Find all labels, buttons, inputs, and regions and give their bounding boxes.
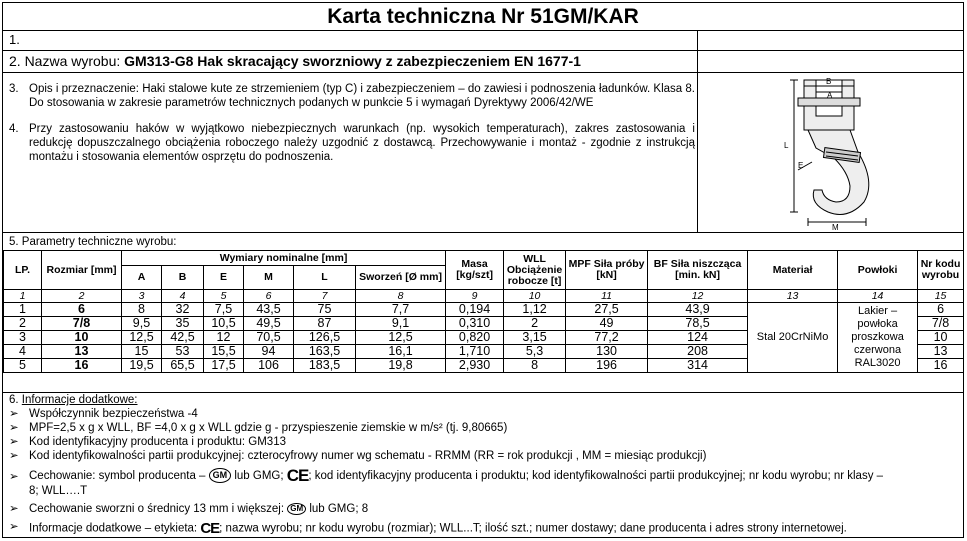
cell-kod: 10	[918, 331, 964, 345]
marking-text-b: lub GMG;	[234, 470, 284, 482]
product-name-row	[3, 50, 963, 73]
cell-rozmiar: 16	[42, 359, 122, 373]
additional-info	[3, 392, 963, 540]
cell-sworzen: 16,1	[356, 345, 446, 359]
table-row	[4, 303, 964, 317]
cell-kod: 16	[918, 359, 964, 373]
cell-sworzen: 9,1	[356, 317, 446, 331]
gm-logo-icon: GM	[209, 468, 232, 483]
cell-b: 53	[162, 345, 204, 359]
cell-e: 7,5	[204, 303, 244, 317]
gm-logo-icon: GM	[287, 503, 306, 515]
th-e: E	[204, 266, 244, 290]
info-item-text: Współczynnik bezpieczeństwa -4	[29, 408, 198, 420]
index-cell: 3	[122, 290, 162, 303]
info-title: Informacje dodatkowe:	[21, 394, 138, 406]
cell-b: 42,5	[162, 331, 204, 345]
cell-mpf: 196	[566, 359, 648, 373]
th-nr-kodu: Nr kodu wyrobu	[918, 251, 964, 290]
cell-masa: 0,820	[446, 331, 504, 345]
th-material: Materiał	[748, 251, 838, 290]
cell-b: 65,5	[162, 359, 204, 373]
cell-mpf: 130	[566, 345, 648, 359]
th-powloki: Powłoki	[838, 251, 918, 290]
cell-mpf: 49	[566, 317, 648, 331]
section-5-label: 5. Parametry techniczne wyrobu:	[9, 236, 177, 248]
index-cell: 14	[838, 290, 918, 303]
th-mpf: MPF Siła próby [kN]	[566, 251, 648, 290]
cell-b: 35	[162, 317, 204, 331]
row-1-label: 1.	[9, 32, 20, 47]
product-prefix: 2. Nazwa wyrobu:	[9, 53, 125, 69]
index-cell: 9	[446, 290, 504, 303]
hook-drawing	[697, 72, 964, 232]
info-num: 6.	[9, 394, 22, 406]
cell-masa: 0,194	[446, 303, 504, 317]
hook-drawing-svg	[698, 72, 964, 232]
ce-mark-icon: CE	[286, 466, 309, 486]
info-item-text: Kod identyfikacyjny producenta i produktu: GM313	[29, 436, 286, 448]
index-cell: 15	[918, 290, 964, 303]
cell-l: 126,5	[294, 331, 356, 345]
label-text-b: ; nazwa wyrobu; nr kodu wyrobu (rozmiar); WLL...T; ilość szt.; numer dostawy; dane producenta i adres strony internetowej.	[219, 522, 847, 535]
th-m: M	[244, 266, 294, 290]
cell-bf: 314	[648, 359, 748, 373]
index-cell: 11	[566, 290, 648, 303]
cell-bf: 78,5	[648, 317, 748, 331]
cell-mpf: 77,2	[566, 331, 648, 345]
cell-m: 43,5	[244, 303, 294, 317]
row-2-divider	[697, 50, 698, 72]
dim-a-label: A	[827, 91, 833, 100]
index-cell: 7	[294, 290, 356, 303]
th-b: B	[162, 266, 204, 290]
th-lp: LP.	[4, 251, 42, 290]
ce-mark-icon: CE	[200, 520, 220, 537]
index-cell: 10	[504, 290, 566, 303]
cell-m: 106	[244, 359, 294, 373]
cell-m: 70,5	[244, 331, 294, 345]
cell-lp: 3	[4, 331, 42, 345]
cell-sworzen: 19,8	[356, 359, 446, 373]
cell-m: 49,5	[244, 317, 294, 331]
row-1-divider	[697, 30, 698, 50]
arrow-icon: ➢	[9, 436, 19, 448]
section-5-heading	[3, 232, 963, 251]
cell-masa: 1,710	[446, 345, 504, 359]
cell-e: 10,5	[204, 317, 244, 331]
cell-kod: 13	[918, 345, 964, 359]
th-wymiary: Wymiary nominalne [mm]	[122, 251, 446, 266]
product-name	[9, 50, 581, 72]
cell-masa: 0,310	[446, 317, 504, 331]
cell-lp: 4	[4, 345, 42, 359]
cell-bf: 43,9	[648, 303, 748, 317]
th-wll: WLL Obciążenie robocze [t]	[504, 251, 566, 290]
description-4-text: Przy zastosowaniu haków w wyjątkowo niebezpiecznych warunkach (np. wysokich temperaturach), zakres zastosowania i redukcję dopuszczalnego obciążenia roboczego należy uzgodnić z dostawcą. Przechowywanie i montaż - zgodnie z instrukcją montażu i stosowania elementów osprzętu do podnoszenia.	[29, 123, 695, 163]
cell-a: 8	[122, 303, 162, 317]
cell-sworzen: 12,5	[356, 331, 446, 345]
index-cell: 12	[648, 290, 748, 303]
cell-l: 183,5	[294, 359, 356, 373]
description-3	[9, 82, 695, 116]
product-title: GM313-G8 Hak skracający sworzniowy z zabezpieczeniem EN 1677-1	[124, 53, 581, 69]
info-item-text: Kod identyfikowalności partii produkcyjnej: czterocyfrowy numer wg schematu - RRMM (RR = rok produkcji , MM = miesiąc produkcji)	[29, 450, 707, 462]
arrow-icon: ➢	[9, 450, 19, 462]
dim-e-label: E	[798, 161, 804, 170]
cell-rozmiar: 6	[42, 303, 122, 317]
cell-lp: 5	[4, 359, 42, 373]
marking-text-d: 8; WLL….T	[29, 485, 88, 497]
description-4	[9, 122, 695, 170]
info-item-text	[29, 503, 959, 516]
cell-e: 15,5	[204, 345, 244, 359]
pin-marking-text-a: Cechowanie sworzni o średnicy 13 mm i większej:	[29, 503, 285, 516]
description-3-text: Opis i przeznaczenie: Haki stalowe kute ze strzemieniem (typ C) i zabezpieczeniem – do zawiesi i podnoszenia ładunków. Klasa 8. Do stosowania w zakresie parametrów technicznych podanych w punkcie 5 i wymagań Dyrektywy 2006/42/WE	[29, 83, 695, 109]
cell-l: 75	[294, 303, 356, 317]
pin-marking-text-b: lub GMG; 8	[309, 503, 369, 516]
th-a: A	[122, 266, 162, 290]
cell-kod: 7/8	[918, 317, 964, 331]
th-rozmiar: Rozmiar [mm]	[42, 251, 122, 290]
cell-lp: 1	[4, 303, 42, 317]
cell-a: 12,5	[122, 331, 162, 345]
arrow-icon: ➢	[9, 503, 19, 515]
cell-bf: 208	[648, 345, 748, 359]
page-title: Karta techniczna Nr 51GM/KAR	[3, 3, 963, 31]
description-4-num: 4.	[9, 123, 19, 135]
cell-l: 87	[294, 317, 356, 331]
table-index-row	[4, 290, 964, 303]
cell-rozmiar: 10	[42, 331, 122, 345]
info-item-text	[29, 521, 959, 536]
cell-powloki: Lakier – powłoka proszkowa czerwona RAL3020	[838, 303, 918, 373]
cell-wll: 2	[504, 317, 566, 331]
info-heading	[9, 394, 138, 406]
cell-a: 9,5	[122, 317, 162, 331]
th-sworzen: Sworzeń [Ø mm]	[356, 266, 446, 290]
th-bf: BF Siła niszcząca [min. kN]	[648, 251, 748, 290]
cell-m: 94	[244, 345, 294, 359]
info-item-text: MPF=2,5 x g x WLL, BF =4,0 x g x WLL gdzie g - przyspieszenie ziemskie w m/s² (tj. 9,80665)	[29, 422, 508, 434]
cell-rozmiar: 7/8	[42, 317, 122, 331]
th-masa: Masa [kg/szt]	[446, 251, 504, 290]
arrow-icon: ➢	[9, 408, 19, 420]
technical-card	[2, 2, 964, 538]
table-header-row-1	[4, 251, 964, 266]
cell-wll: 5,3	[504, 345, 566, 359]
cell-a: 19,5	[122, 359, 162, 373]
arrow-icon: ➢	[9, 521, 19, 533]
index-cell: 5	[204, 290, 244, 303]
description-3-num: 3.	[9, 83, 19, 95]
marking-text-c: ; kod identyfikacyjny producenta i produktu; kod identyfikowalności partii produkcyjnej; nr kodu wyrobu; nr klasy –	[308, 470, 884, 482]
cell-e: 12	[204, 331, 244, 345]
index-cell: 4	[162, 290, 204, 303]
cell-l: 163,5	[294, 345, 356, 359]
parameters-table	[3, 250, 964, 373]
cell-mpf: 27,5	[566, 303, 648, 317]
cell-wll: 8	[504, 359, 566, 373]
index-cell: 2	[42, 290, 122, 303]
row-1	[3, 30, 963, 51]
cell-wll: 1,12	[504, 303, 566, 317]
marking-text-a: Cechowanie: symbol producenta –	[29, 470, 206, 482]
cell-lp: 2	[4, 317, 42, 331]
cell-b: 32	[162, 303, 204, 317]
description	[3, 72, 697, 232]
cell-bf: 124	[648, 331, 748, 345]
arrow-icon: ➢	[9, 422, 19, 434]
info-item-marking	[9, 467, 959, 497]
dim-m-label: M	[832, 223, 839, 232]
label-text-a: Informacje dodatkowe – etykieta:	[29, 522, 198, 535]
dim-b-label: B	[826, 77, 832, 86]
cell-material: Stal 20CrNiMo	[748, 303, 838, 373]
th-l: L	[294, 266, 356, 290]
cell-kod: 6	[918, 303, 964, 317]
dim-l-label: L	[784, 141, 789, 150]
index-cell: 6	[244, 290, 294, 303]
index-cell: 1	[4, 290, 42, 303]
cell-wll: 3,15	[504, 331, 566, 345]
cell-sworzen: 7,7	[356, 303, 446, 317]
index-cell: 13	[748, 290, 838, 303]
cell-a: 15	[122, 345, 162, 359]
cell-masa: 2,930	[446, 359, 504, 373]
cell-rozmiar: 13	[42, 345, 122, 359]
arrow-icon: ➢	[9, 471, 19, 483]
info-item-text	[29, 467, 959, 485]
cell-e: 17,5	[204, 359, 244, 373]
index-cell: 8	[356, 290, 446, 303]
